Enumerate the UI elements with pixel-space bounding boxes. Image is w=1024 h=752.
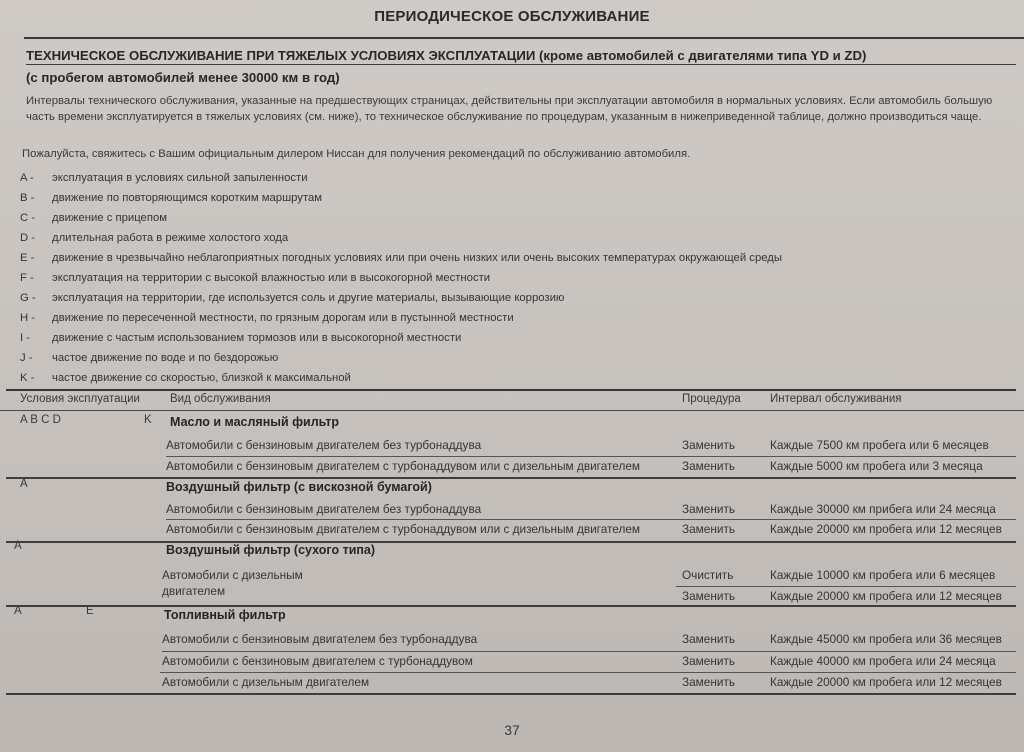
condition-text: длительная работа в режиме холостого хода — [52, 232, 289, 244]
header-service: Вид обслуживания — [170, 393, 271, 405]
condition-text: эксплуатация на территории, где используется соль и другие материалы, вызывающие коррозию — [52, 292, 565, 304]
condition-letter: A - — [20, 172, 34, 184]
condition-item — [20, 188, 980, 208]
cell-procedure: Заменить — [682, 522, 736, 536]
condition-text: движение с частым использованием тормозов или в высокогорной местности — [52, 332, 462, 344]
table-top-rule — [6, 389, 1016, 391]
group-title-fuel-filter: Топливный фильтр — [164, 608, 286, 622]
cell-vehicle: Автомобили с бензиновым двигателем с турбонаддувом или с дизельным двигателем — [166, 459, 641, 473]
group-title-oil: Масло и масляный фильтр — [170, 415, 340, 429]
cell-interval: Каждые 40000 км пробега или 24 месяца — [770, 654, 996, 668]
intro-paragraph: Интервалы технического обслуживания, указанные на предшествующих страницах, действительны при эксплуатации автомобиля в нормальных условиях. Если автомобиль большую часть времени эксплуатируется в тяжелых условиях (см. ниже), то техническое обслуживание по процедурам, указанным в нижеприведенной таблице, должно производиться чаще. — [26, 95, 993, 123]
condition-item — [20, 308, 980, 328]
group-divider — [6, 605, 1016, 607]
conditions-list — [20, 168, 980, 388]
condition-letter: G - — [20, 292, 36, 304]
table-row — [162, 630, 1016, 650]
cell-vehicle: Автомобили с бензиновым двигателем с турбонаддувом или с дизельным двигателем — [166, 522, 641, 536]
table-row — [166, 520, 1016, 540]
condition-text: частое движение со скоростью, близкой к максимальной — [52, 372, 351, 384]
header-interval: Интервал обслуживания — [770, 393, 902, 405]
table-bottom-rule — [6, 693, 1016, 695]
section-heading: ТЕХНИЧЕСКОЕ ОБСЛУЖИВАНИЕ ПРИ ТЯЖЕЛЫХ УСЛОВИЯХ ЭКСПЛУАТАЦИИ (кроме автомобилей с двигателями типа YD и ZD) — [26, 48, 1016, 65]
group-condition-letters: A — [20, 478, 28, 490]
cell-vehicle: Автомобили с бензиновым двигателем без турбонаддува — [166, 438, 482, 452]
condition-letter: J - — [20, 352, 33, 364]
condition-item — [20, 208, 980, 228]
condition-item — [20, 248, 980, 268]
cell-procedure: Заменить — [682, 675, 736, 689]
group-condition-letters: A — [14, 540, 22, 552]
condition-letter: K - — [20, 372, 35, 384]
table-header — [0, 392, 1024, 411]
condition-item — [20, 168, 980, 188]
cell-interval: Каждые 7500 км пробега или 6 месяцев — [770, 438, 989, 452]
cell-vehicle-continued: двигателем — [162, 584, 226, 598]
condition-item — [20, 288, 980, 308]
condition-letter: E - — [20, 252, 35, 264]
condition-letter: F - — [20, 272, 34, 284]
cell-interval: Каждые 5000 км пробега или 3 месяца — [770, 459, 983, 473]
cell-interval: Каждые 20000 км пробега или 12 месяцев — [770, 589, 1002, 603]
cell-interval: Каждые 20000 км пробега или 12 месяцев — [770, 522, 1002, 536]
condition-letter: C - — [20, 212, 36, 224]
section-subheading: (с пробегом автомобилей менее 30000 км в год) — [26, 70, 340, 85]
condition-letter: H - — [20, 312, 36, 324]
group-title-air-filter-dry: Воздушный фильтр (сухого типа) — [166, 543, 376, 557]
condition-text: движение по пересеченной местности, по грязным дорогам или в пустынной местности — [52, 312, 514, 324]
page-number: 37 — [504, 722, 520, 738]
cell-vehicle: Автомобили с бензиновым двигателем без турбонаддува — [166, 502, 482, 516]
condition-text: эксплуатация на территории с высокой влажностью или в высокогорной местности — [52, 272, 491, 284]
condition-letter: D - — [20, 232, 36, 244]
cell-procedure: Заменить — [682, 654, 736, 668]
cell-vehicle: Автомобили с бензиновым двигателем без турбонаддува — [162, 632, 478, 646]
title-rule — [24, 37, 1024, 39]
condition-text: движение в чрезвычайно неблагоприятных погодных условиях или при очень низких или очень высоких температурах окружающей среды — [52, 252, 782, 264]
table-row — [162, 652, 1016, 672]
cell-procedure: Очистить — [682, 568, 734, 582]
condition-letter: I - — [20, 332, 31, 344]
cell-vehicle: Автомобили с дизельным — [162, 568, 303, 582]
cell-procedure: Заменить — [682, 632, 736, 646]
condition-text: частое движение по воде и по бездорожью — [52, 352, 279, 364]
condition-item — [20, 368, 980, 388]
condition-text: эксплуатация в условиях сильной запыленности — [52, 172, 308, 184]
table-row — [166, 500, 1016, 520]
cell-procedure: Заменить — [682, 589, 736, 603]
condition-letter: B - — [20, 192, 35, 204]
table-row — [162, 673, 1016, 693]
condition-item — [20, 328, 980, 348]
cell-interval: Каждые 10000 км пробега или 6 месяцев — [770, 568, 996, 582]
group-title-air-filter-viscous: Воздушный фильтр (с вискозной бумагой) — [166, 480, 432, 494]
cell-procedure: Заменить — [682, 459, 736, 473]
condition-text: движение по повторяющимся коротким маршрутам — [52, 192, 323, 204]
table-row — [166, 457, 1016, 477]
cell-procedure: Заменить — [682, 438, 736, 452]
cell-interval: Каждые 45000 км пробега или 36 месяцев — [770, 632, 1002, 646]
group-condition-letters-extra: K — [144, 414, 152, 426]
cell-vehicle: Автомобили с дизельным двигателем — [162, 675, 370, 689]
condition-item — [20, 228, 980, 248]
header-procedure: Процедура — [682, 393, 741, 405]
page-title: ПЕРИОДИЧЕСКОЕ ОБСЛУЖИВАНИЕ — [374, 8, 650, 25]
cell-interval: Каждые 30000 км прибега или 24 месяца — [770, 502, 996, 516]
table-row — [166, 436, 1016, 456]
cell-interval: Каждые 20000 км пробега или 12 месяцев — [770, 675, 1002, 689]
group-condition-letters: A B C D — [20, 414, 61, 426]
cell-procedure: Заменить — [682, 502, 736, 516]
condition-item — [20, 268, 980, 288]
condition-text: движение с прицепом — [52, 212, 168, 224]
group-condition-letters: A — [14, 605, 22, 617]
table-row — [162, 587, 1016, 607]
group-divider — [6, 477, 1016, 479]
cell-vehicle: Автомобили с бензиновым двигателем с турбонаддувом — [162, 654, 473, 668]
group-divider — [6, 541, 1016, 543]
group-condition-letters-extra: E — [86, 605, 94, 617]
condition-item — [20, 348, 980, 368]
header-conditions: Условия эксплуатации — [20, 393, 140, 405]
contact-paragraph: Пожалуйста, свяжитесь с Вашим официальным дилером Ниссан для получения рекомендаций по обслуживанию автомобиля. — [22, 148, 691, 160]
